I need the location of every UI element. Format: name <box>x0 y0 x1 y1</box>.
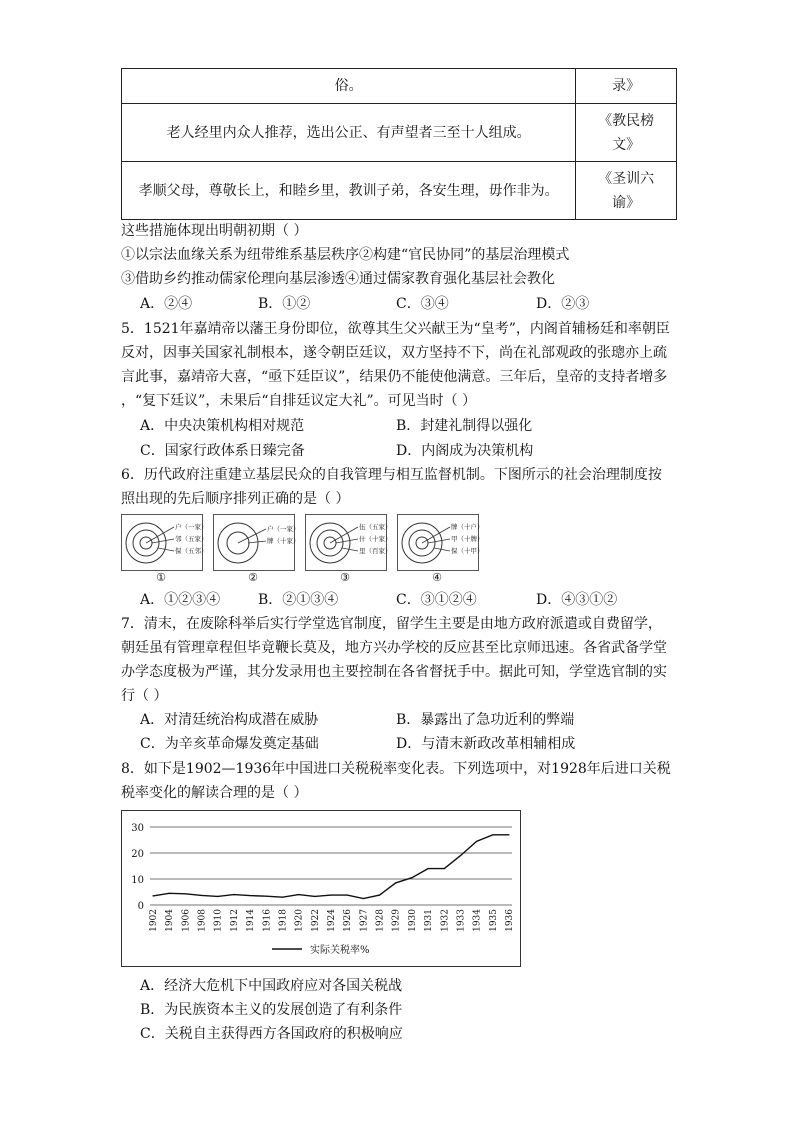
q4-option-b[interactable]: B．①② <box>258 296 311 312</box>
diagram-number: ④ <box>432 571 442 584</box>
x-tick-label: 1926 <box>343 909 354 932</box>
q5-line: 5．1521年嘉靖帝以藩王身份即位，欲尊其生父兴献王为“皇考”，内阁首辅杨廷和率朝臣 <box>121 321 670 337</box>
x-tick-label: 1924 <box>327 909 337 932</box>
table-row <box>122 162 677 220</box>
q7-option-c[interactable]: C．为辛亥革命爆发奠定基础 <box>140 736 319 752</box>
q8-option-b[interactable]: B．为民族资本主义的发展创造了有利条件 <box>140 1002 403 1018</box>
x-tick-label: 1904 <box>165 909 176 932</box>
x-tick-label: 1906 <box>181 909 192 932</box>
data-point <box>395 882 396 883</box>
x-tick-label: 1932 <box>440 909 451 932</box>
q6-diagram <box>213 514 300 571</box>
source-line: 《教民榜 <box>598 112 655 129</box>
q6-option-c[interactable]: C．③①②④ <box>396 592 477 608</box>
q7-line: 朝廷虽有管理章程但毕竟鞭长莫及，地方兴办学校的反应甚至比京师迅速。各省武备学堂 <box>121 640 667 656</box>
q5-line: 反对，因事关国家礼制根本，遂令朝臣廷议，双方坚持不下，尚在礼部观政的张璁亦上疏 <box>121 345 667 361</box>
y-tick-label: 30 <box>131 823 144 834</box>
tariff-chart <box>121 810 521 967</box>
q8-option-c[interactable]: C．关税自主获得西方各国政府的积极响应 <box>140 1026 403 1042</box>
data-point <box>379 895 380 896</box>
data-point <box>492 834 493 835</box>
diagram-pointer <box>248 541 266 543</box>
series-line <box>153 835 509 899</box>
q6-diagram <box>305 514 392 571</box>
table-row <box>122 69 677 104</box>
data-point <box>476 841 477 842</box>
x-tick-label: 1928 <box>375 909 386 932</box>
legend-label: 实际关税率% <box>310 945 370 956</box>
diagram-pointer <box>342 548 358 551</box>
y-tick-label: 0 <box>137 901 144 912</box>
data-point <box>347 895 348 896</box>
diagram-label: 牌（十户） <box>451 523 484 531</box>
source-line: 《圣训六 <box>598 170 655 187</box>
data-point <box>169 893 170 894</box>
q6-option-b[interactable]: B．②①③④ <box>258 592 339 608</box>
q4-stem: 这些措施体现出明朝初期（ ） <box>121 223 308 239</box>
diagram-number: ② <box>248 571 258 584</box>
diagram-label: 甲（十牌） <box>451 535 484 543</box>
x-tick-label: 1922 <box>310 909 321 932</box>
q6-line: 6．历代政府注重建立基层民众的自我管理与相互监督机制。下图所示的社会治理制度按 <box>121 467 662 483</box>
diagram-pointer <box>238 529 266 543</box>
x-tick-label: 1918 <box>278 909 289 932</box>
table-row <box>122 104 677 162</box>
q5-option-b[interactable]: B．封建礼制得以强化 <box>396 418 533 434</box>
data-point <box>508 834 509 835</box>
q5-line: 言此事，嘉靖帝大喜，“亟下廷臣议”，结果仍不能使他满意。三年后，皇帝的支持者增多 <box>121 369 668 385</box>
data-point <box>444 868 445 869</box>
tariff-chart-svg <box>122 811 520 966</box>
table-cell-source: 录》 <box>576 69 677 104</box>
data-point <box>411 877 412 878</box>
diagram-label: 什（十家） <box>359 535 392 543</box>
diagram-label: 户（一家） <box>267 525 300 533</box>
diagram-pointer <box>428 539 450 543</box>
source-line: 文》 <box>612 136 641 153</box>
data-point <box>233 894 234 895</box>
q7-line: 7．清末，在废除科举后实行学堂选官制度，留学生主要是由地方政府派遣或自费留学， <box>121 616 662 632</box>
table-cell-text: 老人经里内众人推荐，选出公正、有声望者三至十人组成。 <box>122 104 576 162</box>
data-point <box>266 896 267 897</box>
q4-items-line: ①以宗法血缘关系为纽带维系基层秩序②构建“官民协同”的基层治理模式 <box>121 247 570 263</box>
diagram-number: ① <box>156 571 166 584</box>
diagram-number: ③ <box>340 571 350 584</box>
x-tick-label: 1912 <box>229 909 240 932</box>
q8-option-a[interactable]: A．经济大危机下中国政府应对各国关税战 <box>140 978 403 994</box>
q4-option-d[interactable]: D．②③ <box>536 296 590 312</box>
q5-line: ，“复下廷议”，未果后“自排廷议定大礼”。可见当时（ ） <box>121 393 477 409</box>
x-tick-label: 1910 <box>213 909 224 932</box>
data-point <box>427 868 428 869</box>
x-tick-label: 1914 <box>246 909 257 932</box>
data-point <box>282 897 283 898</box>
diagram-pointer <box>434 548 450 551</box>
q7-option-d[interactable]: D．与清末新政改革相辅相成 <box>396 736 576 752</box>
diagram-label: 里（百家） <box>359 547 392 555</box>
diagram-pointer <box>158 548 174 551</box>
diagram-pointer <box>152 539 174 543</box>
y-tick-label: 20 <box>131 849 144 860</box>
q8-line: 8．如下是1902—1936年中国进口关税税率变化表。下列选项中，对1928年后进口关税 <box>121 761 671 777</box>
q5-option-d[interactable]: D．内阁成为决策机构 <box>396 443 534 459</box>
source-table <box>121 68 677 220</box>
x-tick-label: 1916 <box>262 909 273 932</box>
q6-diagram <box>121 514 208 571</box>
q5-option-c[interactable]: C．国家行政体系日臻完备 <box>140 443 305 459</box>
q4-option-a[interactable]: A．②④ <box>140 296 193 312</box>
table-cell-text: 俗。 <box>122 69 576 104</box>
x-tick-label: 1931 <box>424 909 435 932</box>
x-tick-label: 1908 <box>197 909 208 932</box>
q4-option-c[interactable]: C．③④ <box>396 296 449 312</box>
x-tick-label: 1933 <box>456 909 467 932</box>
data-point <box>152 895 153 896</box>
q7-line: 办学态度极为严谨，其分发录用也主要控制在各省督抚手中。据此可知，学堂选官制的实 <box>121 664 667 680</box>
x-tick-label: 1930 <box>407 909 418 932</box>
x-tick-label: 1920 <box>294 909 305 932</box>
q8-line: 税率变化的解读合理的是（ ） <box>121 785 308 801</box>
q7-option-a[interactable]: A．对清廷统治构成潜在威胁 <box>140 712 319 728</box>
table-cell-source <box>576 162 677 220</box>
diagram-pointer <box>336 539 358 543</box>
table-cell-source <box>576 104 677 162</box>
data-point <box>298 894 299 895</box>
x-tick-label: 1935 <box>488 909 499 932</box>
diagram-label: 户（一家） <box>175 523 208 531</box>
data-point <box>330 895 331 896</box>
data-point <box>249 895 250 896</box>
x-tick-label: 1902 <box>149 909 159 932</box>
q6-option-d[interactable]: D．④③①② <box>536 592 618 608</box>
q6-line: 照出现的先后顺序排列正确的是（ ） <box>121 491 350 507</box>
data-point <box>460 855 461 856</box>
table-cell-text: 孝顺父母，尊敬长上，和睦乡里，教训子弟，各安生理，毋作非为。 <box>122 162 576 220</box>
q7-line: 行（ ） <box>121 688 168 704</box>
diagram-label: 保（五邻） <box>175 547 208 555</box>
diagram-label: 伍（五家） <box>359 523 392 531</box>
q7-option-b[interactable]: B．暴露出了急功近利的弊端 <box>396 712 575 728</box>
q6-diagram <box>397 514 484 571</box>
data-point <box>363 898 364 899</box>
data-point <box>217 896 218 897</box>
x-tick-label: 1927 <box>359 909 370 932</box>
data-point <box>201 895 202 896</box>
diagram-label: 保（十甲） <box>451 547 484 555</box>
y-tick-label: 10 <box>131 875 144 886</box>
q4-items-line: ③借助乡约推动儒家伦理向基层渗透④通过儒家教育强化基层社会教化 <box>121 271 555 287</box>
q5-option-a[interactable]: A．中央决策机构相对规范 <box>140 418 305 434</box>
data-point <box>185 893 186 894</box>
diagram-label: 牌（十家） <box>267 537 300 545</box>
source-line: 谕》 <box>612 194 641 211</box>
x-tick-label: 1936 <box>505 909 515 932</box>
x-tick-label: 1934 <box>472 909 483 932</box>
x-tick-label: 1929 <box>391 909 402 932</box>
diagram-label: 邻（五家） <box>175 535 208 543</box>
data-point <box>314 896 315 897</box>
q6-option-a[interactable]: A．①②③④ <box>140 592 221 608</box>
